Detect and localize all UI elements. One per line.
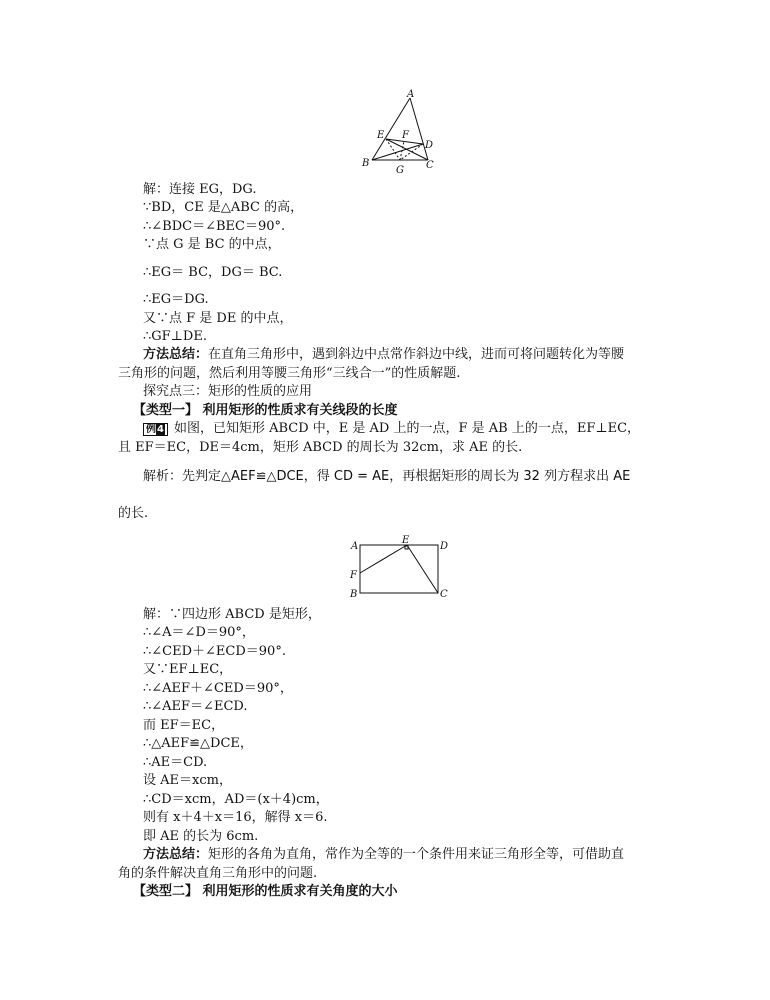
label-f: F xyxy=(402,130,409,141)
solution2-line-6: ∴∠AEF＝∠ECD. xyxy=(143,699,248,714)
label-d: D xyxy=(425,140,434,151)
solution2-line-11: ∴CD＝xcm，AD＝(x＋4)cm， xyxy=(143,792,329,807)
summary-text: 在直角三角形中，遇到斜边中点常作斜边中线，进而可将问题转化为等腰 xyxy=(208,347,625,362)
method-summary-1 xyxy=(143,347,624,363)
triangle-figure xyxy=(355,88,445,178)
method-summary-1-cont: 三角形的问题，然后利用等腰三角形“三线合一”的性质解题. xyxy=(118,366,461,381)
solution1-line-3: ∴∠BDC＝∠BEC＝90°. xyxy=(143,219,286,234)
segment-ec xyxy=(407,545,438,593)
solution1-line-6: ∴EG＝DG. xyxy=(143,292,209,307)
solution2-line-8: ∴△AEF≌△DCE， xyxy=(143,736,253,751)
solution1-line-8: ∴GF⊥DE. xyxy=(143,329,207,344)
section-heading: 探究点三：矩形的性质的应用 xyxy=(143,384,313,399)
label-d: D xyxy=(440,541,449,552)
solution1-line-4: ∵点 G 是 BC 的中点， xyxy=(143,237,281,252)
right-angle-mark xyxy=(405,546,408,549)
solution2-line-9: ∴AE＝CD. xyxy=(143,755,208,770)
method-summary-2-cont: 角的条件解决直角三角形中的问题. xyxy=(118,866,318,881)
solution1-line-5: ∴EG＝ BC，DG＝ BC. xyxy=(143,265,283,280)
solution2-line-1: 解：∵四边形 ABCD 是矩形， xyxy=(143,607,321,622)
type-heading-1: 【类型一】 利用矩形的性质求有关线段的长度 xyxy=(133,403,398,418)
side-ab xyxy=(372,98,410,160)
solution2-line-7: 而 EF＝EC， xyxy=(143,718,225,733)
label-e: E xyxy=(377,130,385,141)
type-heading-2: 【类型二】 利用矩形的性质求有关角度的大小 xyxy=(133,884,398,899)
rectangle-figure xyxy=(345,535,460,605)
solution2-line-12: 则有 x＋4＋x＝16，解得 x＝6. xyxy=(143,810,328,825)
solution1-line-2: ∵BD，CE 是△ABC 的高， xyxy=(143,200,304,215)
example-4-line-2: 且 EF＝EC，DE＝4cm，矩形 ABCD 的周长为 32cm，求 AE 的长. xyxy=(118,440,523,455)
analysis-line-2: 的长. xyxy=(118,506,149,521)
example-tag: 例4 xyxy=(143,423,168,436)
example-text: 如图，已知矩形 ABCD 中，E 是 AD 上的一点，F 是 AB 上的一点，EF⊥EC， xyxy=(173,421,641,436)
summary-label: 方法总结： xyxy=(143,847,209,862)
label-a: A xyxy=(351,541,359,552)
solution1-line-1: 解：连接 EG，DG. xyxy=(143,182,257,197)
solution2-line-3: ∴∠CED＋∠ECD＝90°. xyxy=(143,644,286,659)
analysis-line-1: 解析：先判定△AEF≌△DCE，得 CD = AE，再根据矩形的周长为 32 列方程求出 AE xyxy=(143,469,631,484)
rectangle-abcd xyxy=(360,545,438,593)
segment-fe xyxy=(360,545,407,573)
solution2-line-2: ∴∠A＝∠D＝90°， xyxy=(143,625,255,640)
label-c: C xyxy=(440,589,448,600)
label-a: A xyxy=(407,89,415,100)
solution2-line-13: 即 AE 的长为 6cm. xyxy=(143,829,259,844)
summary-text: 矩形的各角为直角，常作为全等的一个条件用来证三角形全等，可借助直 xyxy=(208,847,625,862)
summary-label: 方法总结： xyxy=(143,347,209,362)
label-g: G xyxy=(396,165,404,176)
method-summary-2 xyxy=(143,847,624,863)
solution1-line-7: 又∵点 F 是 DE 的中点， xyxy=(143,311,293,326)
label-f: F xyxy=(350,570,357,581)
solution2-line-10: 设 AE＝xcm， xyxy=(143,773,232,788)
example-4-line-1 xyxy=(143,421,640,437)
label-b: B xyxy=(350,589,358,600)
label-b: B xyxy=(362,158,370,169)
solution2-line-5: ∴∠AEF＋∠CED＝90°， xyxy=(143,681,293,696)
solution2-line-4: 又∵EF⊥EC， xyxy=(143,662,233,677)
label-e: E xyxy=(402,535,410,546)
label-c: C xyxy=(426,160,434,171)
altitude-bd xyxy=(372,144,423,160)
